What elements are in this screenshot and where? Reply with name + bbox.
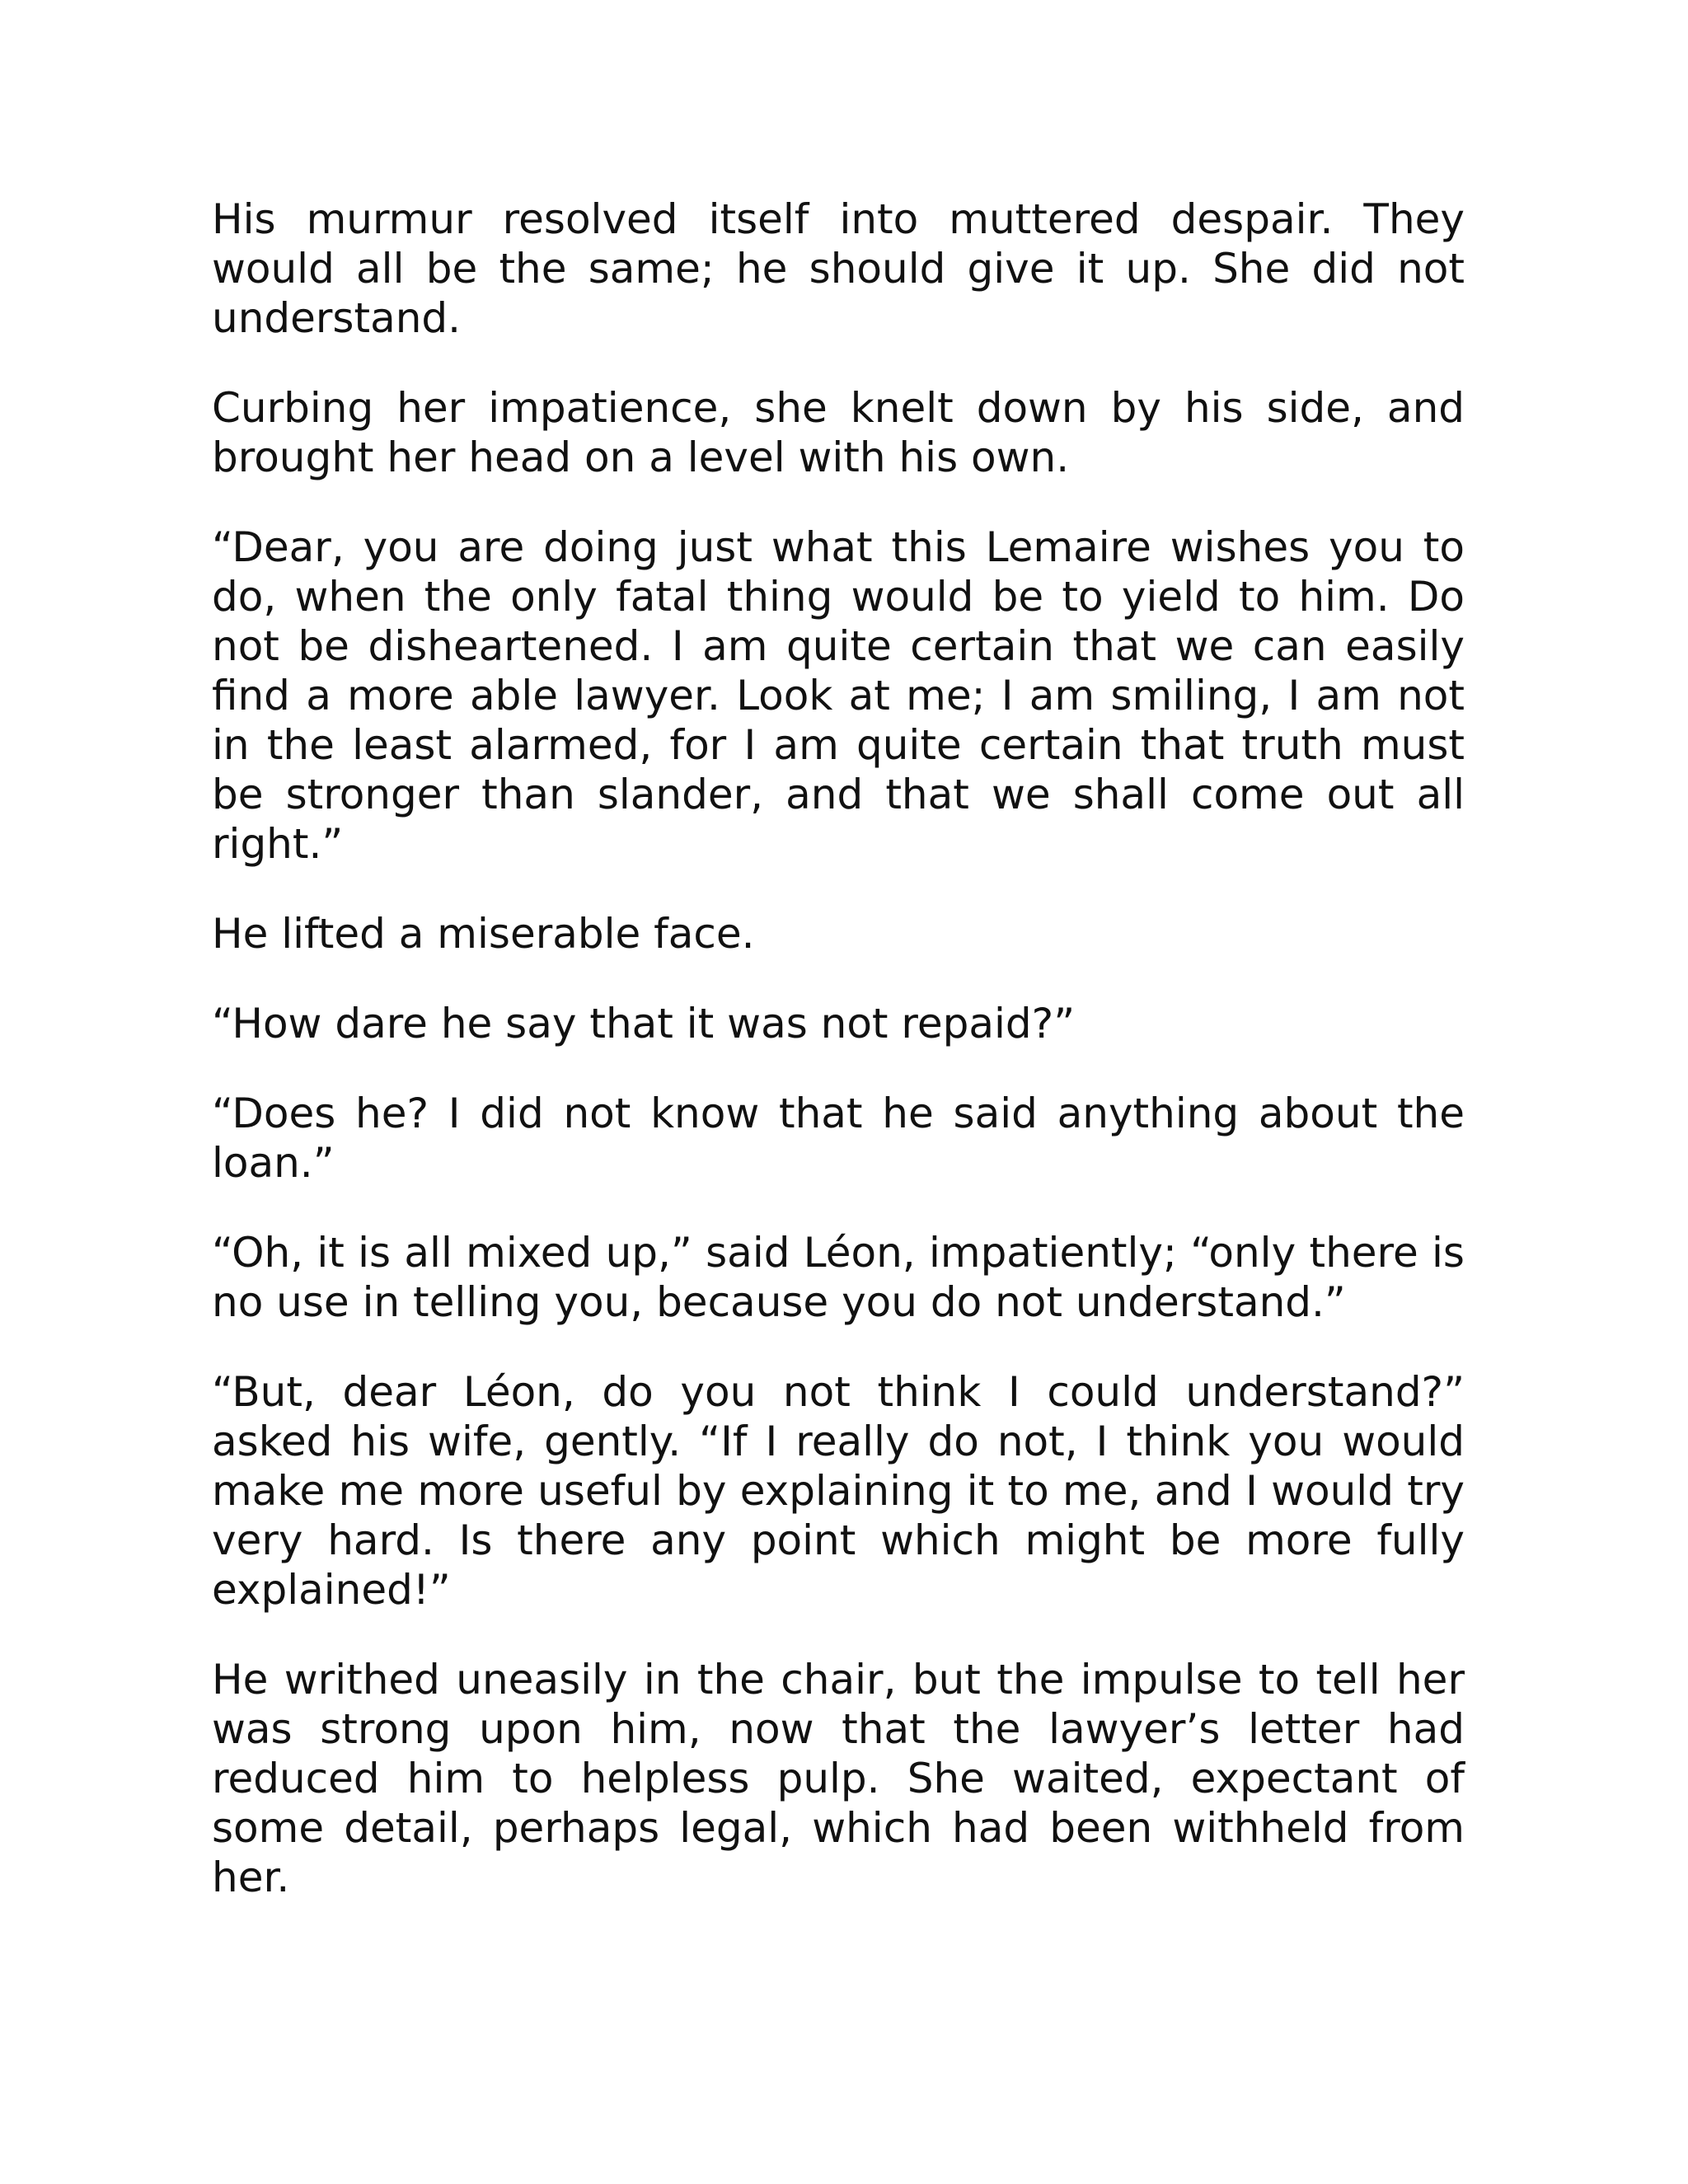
paragraph-9: He writhed uneasily in the chair, but the impulse to tell her was strong upon him, now that the lawyer’s letter had reduced him to helpless pulp. She waited, expectant of some detail, perhaps legal, which had been withheld from her.: [212, 1656, 1465, 1901]
paragraph-4: He lifted a miserable face.: [212, 910, 755, 958]
paragraph-3: “Dear, you are doing just what this Lemaire wishes you to do, when the only fatal thing would be to yield to him. Do not be disheartened. I am quite certain that we can easily find a more able lawyer. Look at me; I am smiling, I am not in the least alarmed, for I am quite certain that truth must be stronger than slander, and that we shall come out all right.”: [212, 523, 1465, 868]
paragraph-2: Curbing her impatience, she knelt down by his side, and brought her head on a level with his own.: [212, 384, 1465, 481]
paragraph-1: His murmur resolved itself into muttered despair. They would all be the same; he should give it up. She did not understand.: [212, 195, 1465, 342]
page-body: [212, 194, 1465, 1943]
paragraph-5: “How dare he say that it was not repaid?”: [212, 1000, 1076, 1047]
paragraph-7: “Oh, it is all mixed up,” said Léon, impatiently; “only there is no use in telling you, because you do not understand.”: [212, 1229, 1465, 1326]
paragraph-8: “But, dear Léon, do you not think I could understand?” asked his wife, gently. “If I really do not, I think you would make me more useful by explaining it to me, and I would try very hard. Is there any point which might be more fully explained!”: [212, 1368, 1465, 1614]
paragraph-6: “Does he? I did not know that he said anything about the loan.”: [212, 1090, 1465, 1187]
